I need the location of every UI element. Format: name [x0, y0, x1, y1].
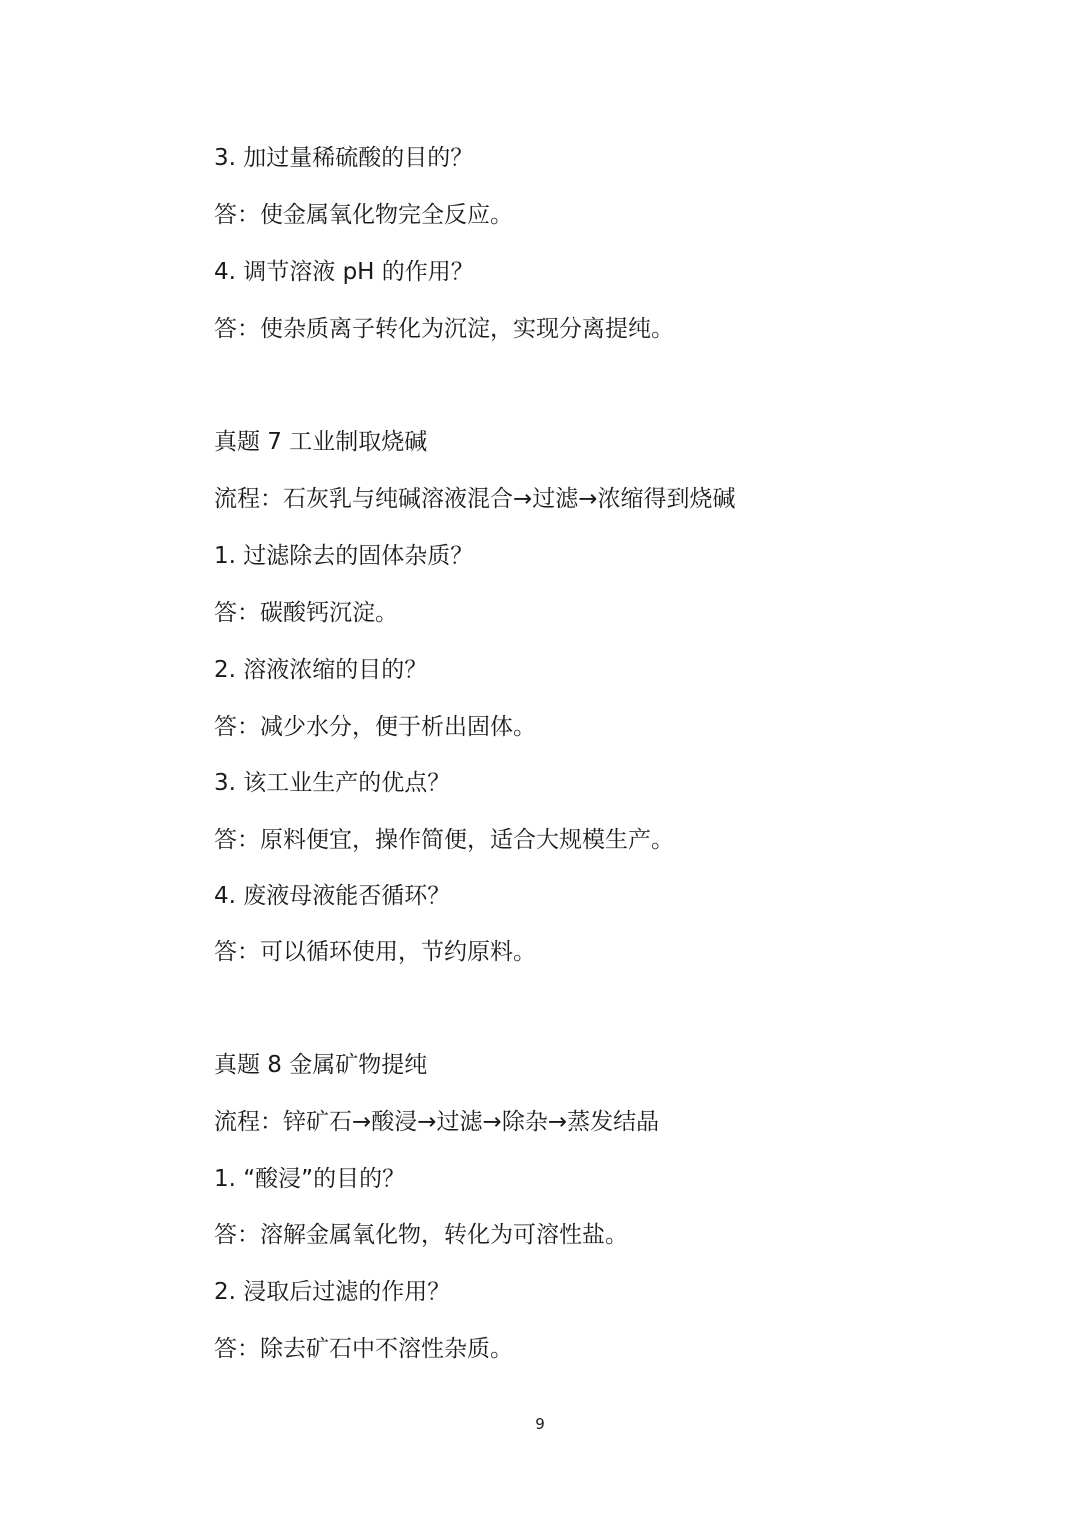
- question-2-leach-filter: 2. 浸取后过滤的作用？: [214, 1279, 451, 1305]
- question-4-recycle: 4. 废液母液能否循环？: [214, 883, 451, 909]
- process-flow-7: 流程：石灰乳与纯碱溶液混合→过滤→浓缩得到烧碱: [214, 486, 736, 512]
- question-2-concentrate: 2. 溶液浓缩的目的？: [214, 657, 428, 683]
- page-number: 9: [535, 1415, 545, 1433]
- question-1-filter: 1. 过滤除去的固体杂质？: [214, 543, 474, 569]
- answer-3-advantage: 答：原料便宜，操作简便，适合大规模生产。: [214, 827, 674, 853]
- question-4-ph: 4. 调节溶液 pH 的作用？: [214, 259, 474, 285]
- answer-2-concentrate: 答：减少水分，便于析出固体。: [214, 714, 536, 740]
- section-heading-7: 真题 7 工业制取烧碱: [214, 429, 428, 455]
- answer-2-leach-filter: 答：除去矿石中不溶性杂质。: [214, 1336, 513, 1362]
- process-flow-8: 流程：锌矿石→酸浸→过滤→除杂→蒸发结晶: [214, 1109, 660, 1135]
- answer-1-filter: 答：碳酸钙沉淀。: [214, 600, 398, 626]
- section-heading-8: 真题 8 金属矿物提纯: [214, 1052, 428, 1078]
- question-1-acid-leach: 1. “酸浸”的目的？: [214, 1166, 406, 1192]
- answer-4-recycle: 答：可以循环使用，节约原料。: [214, 939, 536, 965]
- answer-3-acid: 答：使金属氧化物完全反应。: [214, 202, 513, 228]
- answer-4-ph: 答：使杂质离子转化为沉淀，实现分离提纯。: [214, 316, 674, 342]
- question-3-acid: 3. 加过量稀硫酸的目的？: [214, 145, 474, 171]
- question-3-advantage: 3. 该工业生产的优点？: [214, 770, 451, 796]
- answer-1-acid-leach: 答：溶解金属氧化物，转化为可溶性盐。: [214, 1222, 628, 1248]
